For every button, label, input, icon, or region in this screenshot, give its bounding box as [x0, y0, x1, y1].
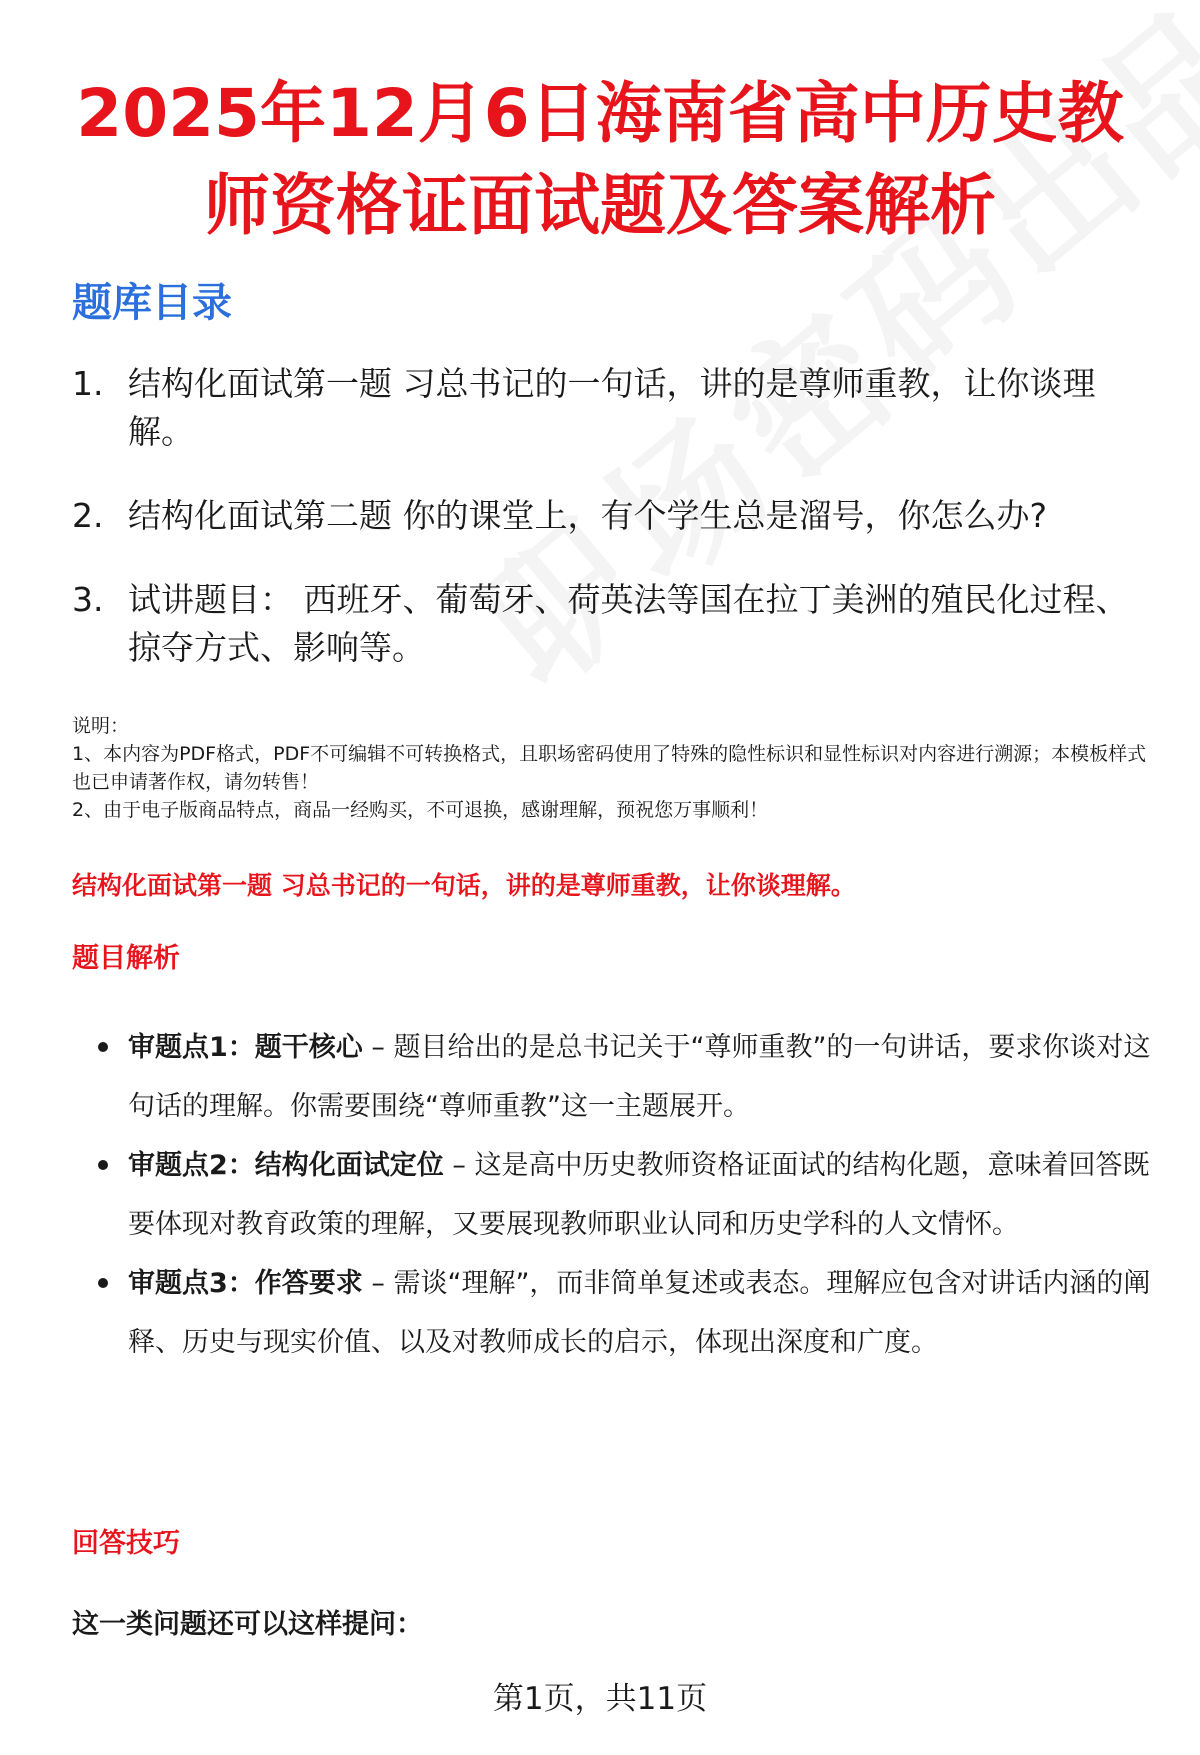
- title-line-1: 2025年12月6日海南省高中历史教: [76, 75, 1124, 152]
- toc-heading: 题库目录: [72, 280, 232, 326]
- analysis-item-label: 审题点3：作答要求: [128, 1268, 363, 1299]
- analysis-item: [72, 1018, 1152, 1136]
- toc-item-text: 结构化面试第一题 习总书记的一句话，讲的是尊师重教，让你谈理解。: [128, 364, 1096, 451]
- toc-item-number: 3.: [72, 580, 104, 619]
- analysis-item: [72, 1136, 1152, 1254]
- title-line-2: 师资格证面试题及答案解析: [204, 167, 996, 244]
- toc-item-text: 结构化面试第二题 你的课堂上，有个学生总是溜号，你怎么办?: [128, 496, 1048, 535]
- bullet-icon: [98, 1278, 108, 1288]
- bullet-icon: [98, 1042, 108, 1052]
- analysis-item: [72, 1254, 1152, 1372]
- toc-item-text: 试讲题目： 西班牙、葡萄牙、荷英法等国在拉丁美洲的殖民化过程、掠夺方式、影响等。: [128, 580, 1129, 667]
- toc-item[interactable]: [72, 576, 1152, 672]
- toc-item-number: 1.: [72, 364, 104, 403]
- toc-item-number: 2.: [72, 496, 104, 535]
- bullet-icon: [98, 1160, 108, 1170]
- notes-line-1: 1、本内容为PDF格式，PDF不可编辑不可转换格式，且职场密码使用了特殊的隐性标识和显性标识对内容进行溯源；本模板样式也已申请著作权，请勿转售！: [72, 743, 1147, 793]
- notes-label: 说明：: [72, 715, 130, 737]
- analysis-item-text: – 题目给出的是总书记关于“尊师重教”的一句讲话，要求你谈对这句话的理解。你需要围绕“尊师重教”这一主题展开。: [128, 1032, 1151, 1122]
- toc-list: [72, 360, 1152, 708]
- notes-section: [72, 712, 1162, 824]
- notes-line-2: 2、由于电子版商品特点，商品一经购买，不可退换，感谢理解，预祝您万事顺利！: [72, 799, 769, 821]
- analysis-heading: 题目解析: [72, 943, 180, 974]
- ask-line: 这一类问题还可以这样提问：: [72, 1609, 423, 1640]
- analysis-item-label: 审题点2：结构化面试定位: [128, 1150, 444, 1181]
- analysis-item-label: 审题点1：题干核心: [128, 1032, 363, 1063]
- toc-item[interactable]: [72, 492, 1152, 540]
- analysis-item-text: – 需谈“理解”，而非简单复述或表态。理解应包含对讲话内涵的阐释、历史与现实价值、以及对教师成长的启示，体现出深度和广度。: [128, 1268, 1151, 1358]
- analysis-item-text: – 这是高中历史教师资格证面试的结构化题，意味着回答既要体现对教育政策的理解，又要展现教师职业认同和历史学科的人文情怀。: [128, 1150, 1150, 1240]
- question-1-title: 结构化面试第一题 习总书记的一句话，讲的是尊师重教，让你谈理解。: [72, 871, 856, 900]
- document-title: [60, 68, 1140, 252]
- toc-item[interactable]: [72, 360, 1152, 456]
- analysis-list: [72, 1018, 1152, 1372]
- page-footer: 第1页，共11页: [492, 1681, 708, 1717]
- tips-heading: 回答技巧: [72, 1528, 180, 1559]
